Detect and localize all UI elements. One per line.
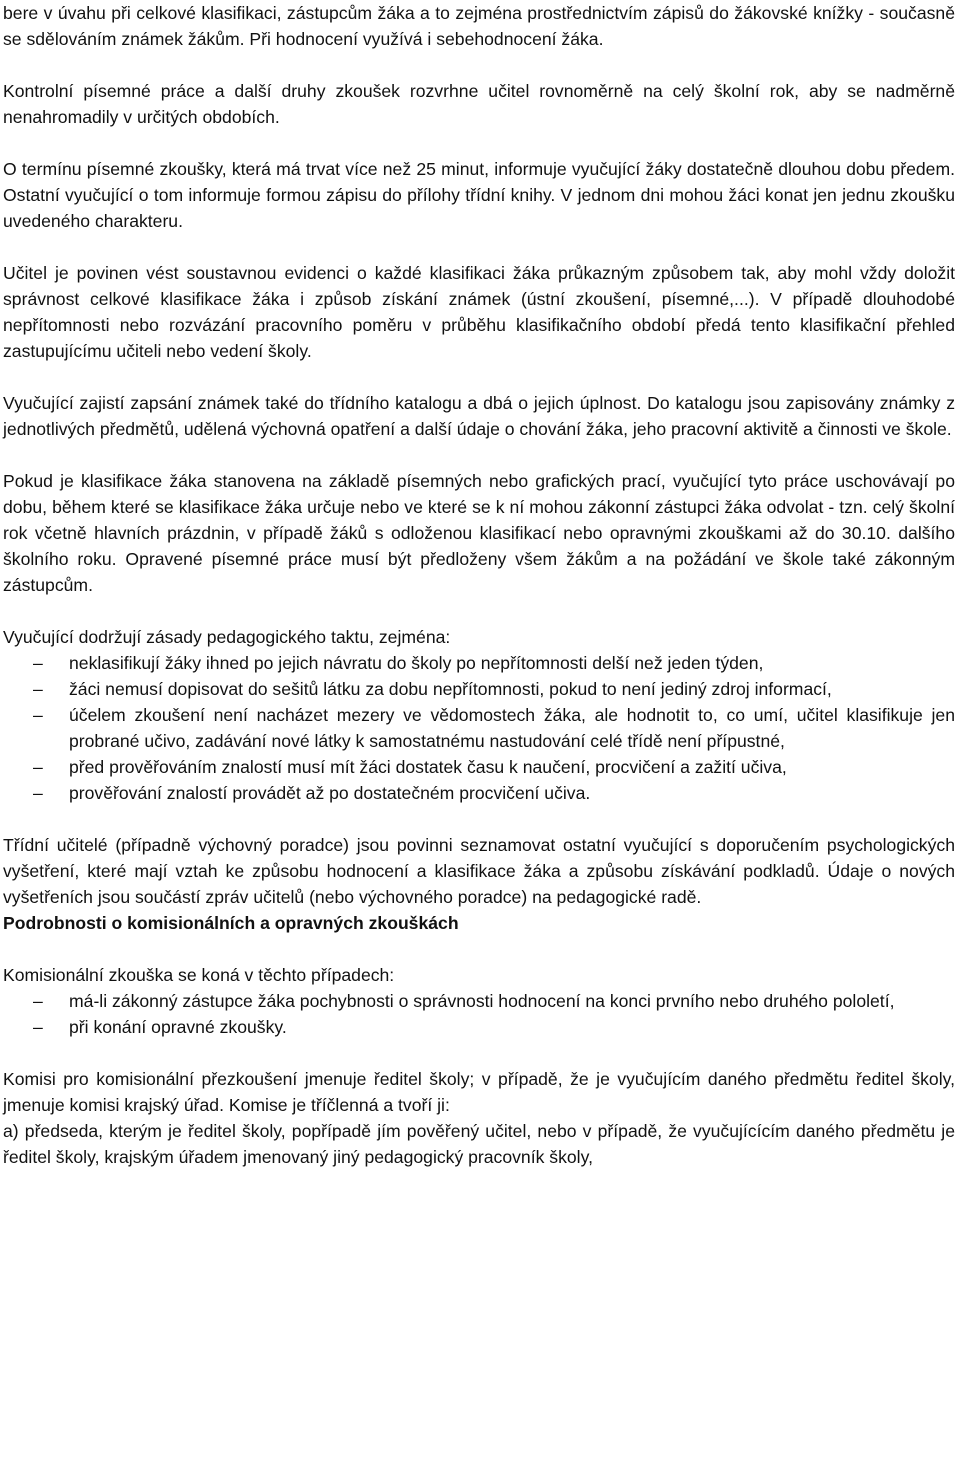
paragraph-written-exam-notice: O termínu písemné zkoušky, která má trvat více než 25 minut, informuje vyučující žáky dostatečně dlouhou dobu předem. Ostatní vyučující o tom informuje formou zápisu do přílohy třídní knihy. V jednom dni mohou žáci konat jen jednu zkoušku uvedeného charakteru. bbox=[3, 159, 955, 231]
list-item: – účelem zkoušení není nacházet mezery ve vědomostech žáka, ale hodnotit to, co umí, učitel klasifikuje jen probrané učivo, zadávání nové látky k samostatnému nastudování celé třídě není přípustné, bbox=[3, 702, 955, 754]
paragraph-exam-schedule: Kontrolní písemné práce a další druhy zkoušek rozvrhne učitel rovnoměrně na celý školní rok, aby se nadměrně nenahromadily v určitých obdobích. bbox=[3, 81, 955, 127]
dash-bullet-icon: – bbox=[33, 757, 43, 777]
document-page bbox=[3, 0, 955, 1170]
paragraph-class-teachers: Třídní učitelé (případně výchovný poradce) jsou povinni seznamovat ostatní vyučující s doporučením psychologických vyšetření, které mají vztah ke způsobu hodnocení a klasifikace žáka a způsobu získávání podkladů. Údaje o nových vyšetřeních jsou součástí zpráv učitelů (nebo výchovného poradce) na pedagogické radě. bbox=[3, 835, 955, 907]
list-item: – při konání opravné zkoušky. bbox=[3, 1014, 955, 1040]
paragraph-pedagogical-tact-intro: Vyučující dodržují zásady pedagogického taktu, zejména: bbox=[3, 627, 451, 647]
paragraph-commission-appointment: Komisi pro komisionální přezkoušení jmenuje ředitel školy; v případě, že je vyučujícím daného předmětu ředitel školy, jmenuje komisi krajský úřad. Komise je tříčlenná a tvoří ji: bbox=[3, 1069, 955, 1115]
list-item: – neklasifikují žáky ihned po jejich návratu do školy po nepřítomnosti delší než jeden týden, bbox=[3, 650, 955, 676]
section-heading: Podrobnosti o komisionálních a opravných zkouškách bbox=[3, 913, 459, 933]
dash-bullet-icon: – bbox=[33, 991, 43, 1011]
list-pedagogical-tact bbox=[3, 650, 955, 806]
paragraph-commission-exam-intro: Komisionální zkouška se koná v těchto případech: bbox=[3, 965, 395, 985]
dash-bullet-icon: – bbox=[33, 1017, 43, 1037]
list-commission-cases bbox=[3, 988, 955, 1040]
list-item: – má-li zákonný zástupce žáka pochybnosti o správnosti hodnocení na konci prvního nebo druhého pololetí, bbox=[3, 988, 955, 1014]
dash-bullet-icon: – bbox=[33, 679, 43, 699]
paragraph-written-work-storage: Pokud je klasifikace žáka stanovena na základě písemných nebo grafických prací, vyučující tyto práce uschovávají po dobu, během které se klasifikace žáka určuje nebo ve které se k ní mohou zákonní zástupci žáka odvolat - tzn. celý školní rok včetně hlavních prázdnin, v případě žáků s odloženou klasifikací nebo opravnými zkouškami až do 30.10. dalšího školního roku. Opravené písemné práce musí být předloženy všem žákům a na požádání ve škole také zákonným zástupcům. bbox=[3, 471, 955, 595]
paragraph-commission-chair: a) předseda, kterým je ředitel školy, popřípadě jím pověřený učitel, nebo v případě, že vyučujícícím daného předmětu je ředitel školy, krajským úřadem jmenovaný jiný pedagogický pracovník školy, bbox=[3, 1121, 955, 1167]
dash-bullet-icon: – bbox=[33, 783, 43, 803]
list-item: – před prověřováním znalostí musí mít žáci dostatek času k naučení, procvičení a zažití učiva, bbox=[3, 754, 955, 780]
paragraph-teacher-records: Učitel je povinen vést soustavnou evidenci o každé klasifikaci žáka průkazným způsobem tak, aby mohl vždy doložit správnost celkové klasifikace žáka i způsob získání známek (ústní zkoušení, písemné,...). V případě dlouhodobé nepřítomnosti nebo rozvázání pracovního poměru v průběhu klasifikačního období předá tento klasifikační přehled zastupujícímu učiteli nebo vedení školy. bbox=[3, 263, 955, 361]
dash-bullet-icon: – bbox=[33, 705, 43, 725]
list-item: – prověřování znalostí provádět až po dostatečném procvičení učiva. bbox=[3, 780, 955, 806]
paragraph-class-catalogue: Vyučující zajistí zapsání známek také do třídního katalogu a dbá o jejich úplnost. Do katalogu jsou zapisovány známky z jednotlivých předmětů, udělená výchovná opatření a další údaje o chování žáka, jeho pracovní aktivitě a činnosti ve škole. bbox=[3, 393, 955, 439]
dash-bullet-icon: – bbox=[33, 653, 43, 673]
paragraph-classification-info: bere v úvahu při celkové klasifikaci, zástupcům žáka a to zejména prostřednictvím zápisů do žákovské knížky - současně se sdělováním známek žákům. Při hodnocení využívá i sebehodnocení žáka. bbox=[3, 3, 955, 49]
list-item: – žáci nemusí dopisovat do sešitů látku za dobu nepřítomnosti, pokud to není jediný zdroj informací, bbox=[3, 676, 955, 702]
